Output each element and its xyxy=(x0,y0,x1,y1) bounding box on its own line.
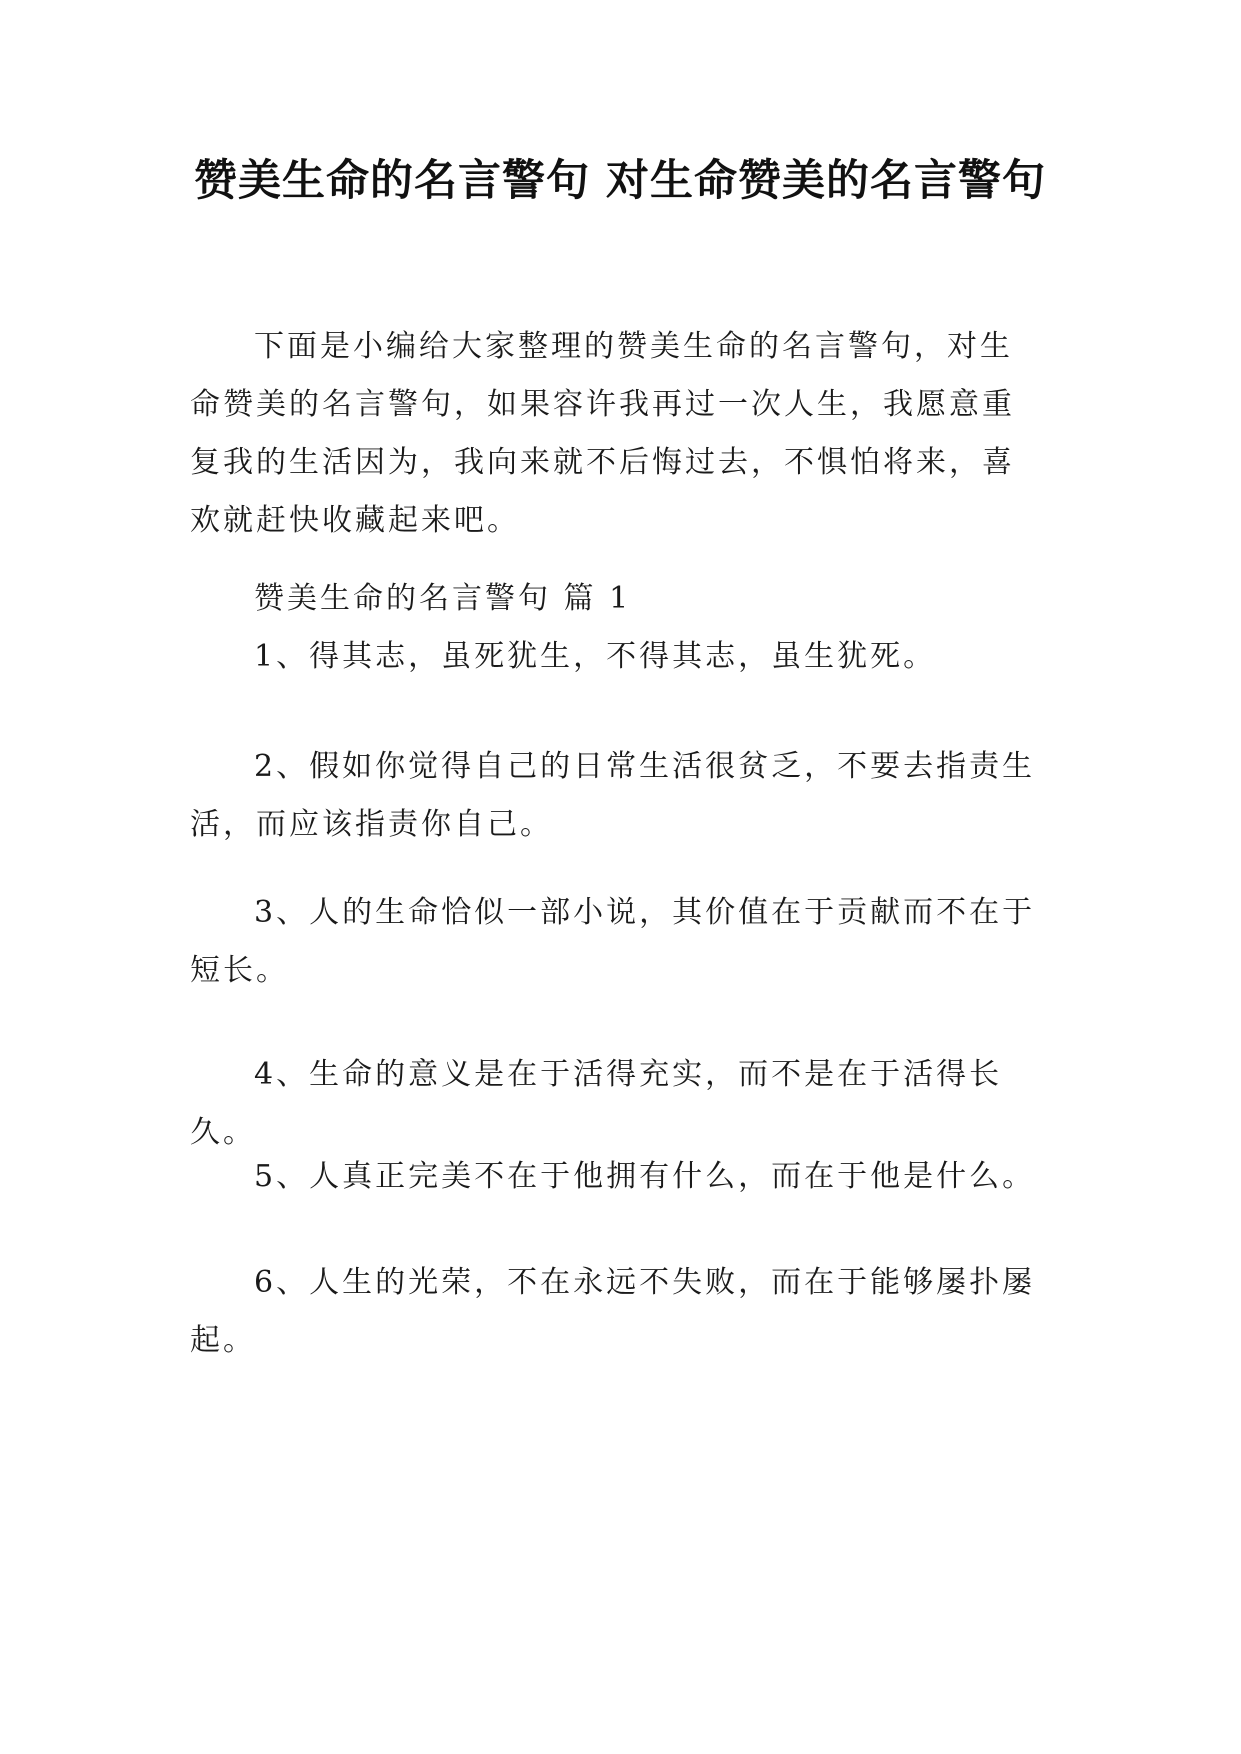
quote-item: 4、生命的意义是在于活得充实，而不是在于活得长久。 xyxy=(190,1057,1003,1150)
section-heading: 赞美生命的名言警句 篇 1 xyxy=(254,581,632,616)
quote-item: 5、人真正完美不在于他拥有什么，而在于他是什么。 xyxy=(254,1159,1036,1194)
quote-item: 6、人生的光荣，不在永远不失败，而在于能够屡扑屡起。 xyxy=(190,1265,1036,1358)
document-title: 赞美生命的名言警句 对生命赞美的名言警句 xyxy=(194,156,1046,206)
intro-paragraph: 下面是小编给大家整理的赞美生命的名言警句，对生命赞美的名言警句，如果容许我再过一次人生，我愿意重复我的生活因为，我向来就不后悔过去，不惧怕将来，喜欢就赶快收藏起来吧。 xyxy=(190,329,1015,538)
quote-item: 1、得其志，虽死犹生，不得其志，虽生犹死。 xyxy=(254,639,937,674)
quote-item: 2、假如你觉得自己的日常生活很贫乏，不要去指责生活，而应该指责你自己。 xyxy=(190,749,1036,842)
quote-item: 3、人的生命恰似一部小说，其价值在于贡献而不在于短长。 xyxy=(190,895,1036,988)
